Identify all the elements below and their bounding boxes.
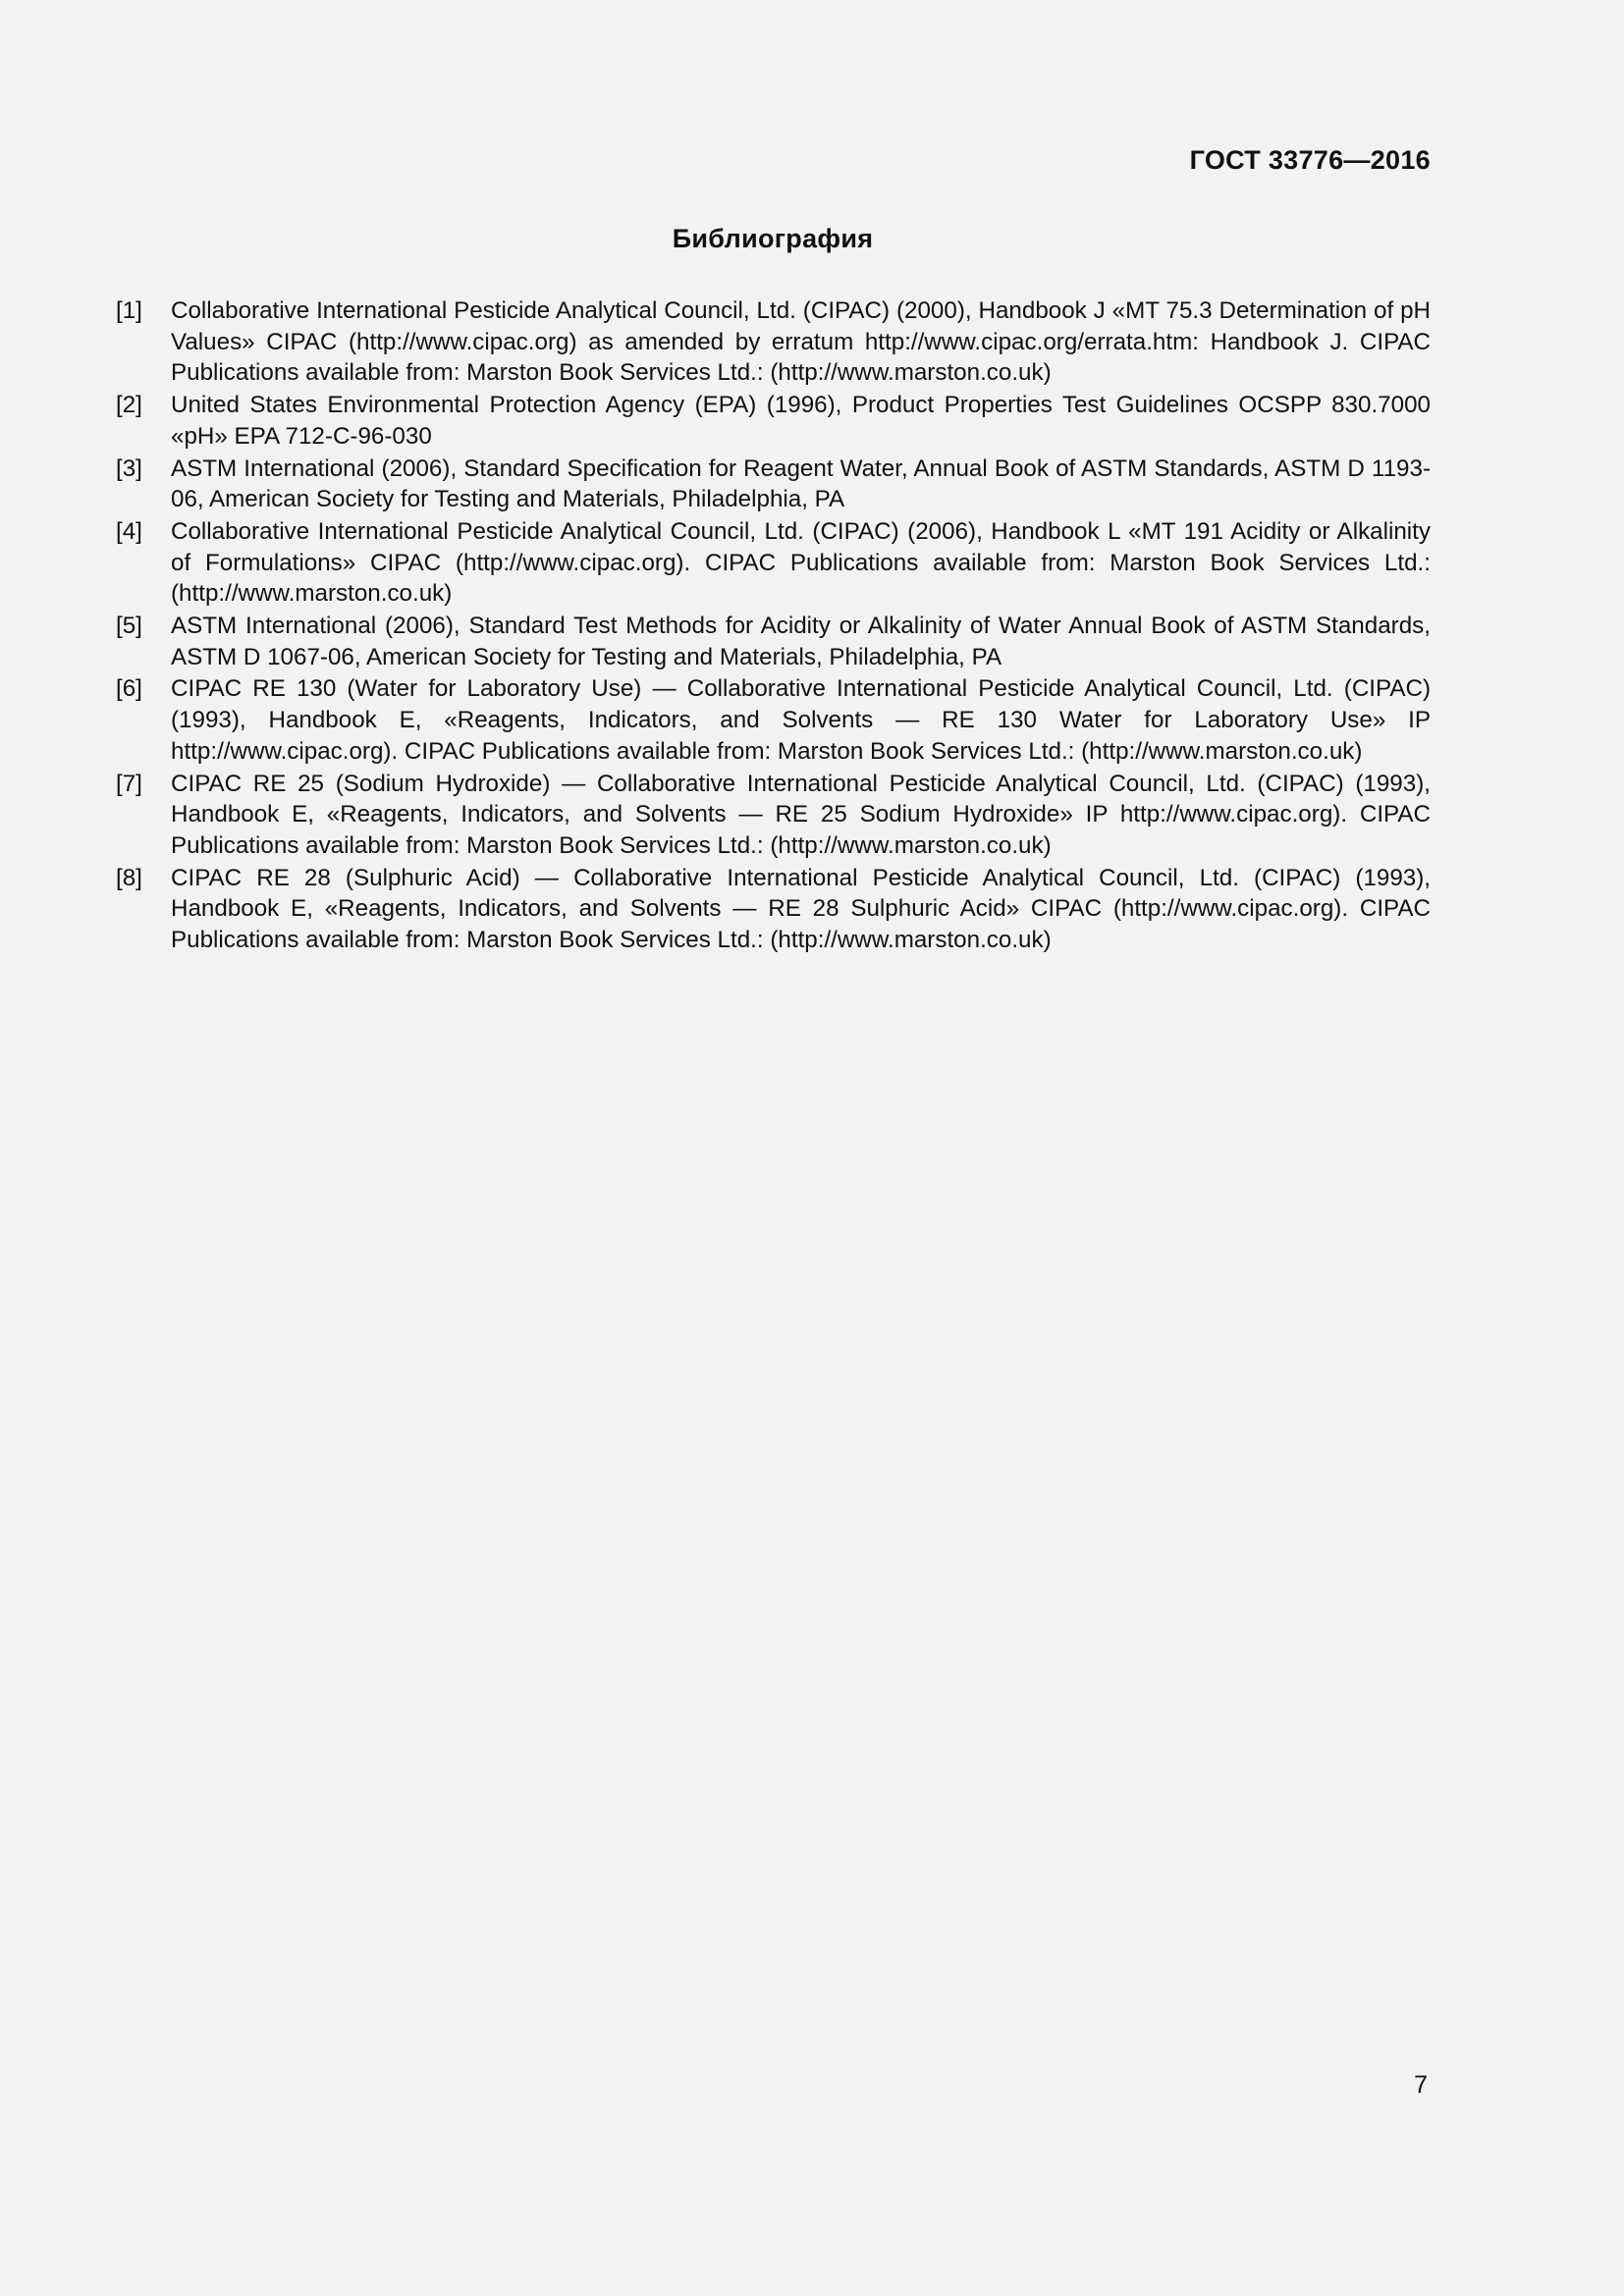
entry-number: [4] [116, 517, 142, 545]
entry-number: [7] [116, 770, 142, 797]
entry-number: [1] [116, 297, 142, 324]
bibliography-entry [116, 769, 1431, 862]
entry-number: [8] [116, 864, 142, 891]
entry-text: CIPAC RE 28 (Sulphuric Acid) — Collaborative International Pesticide Analytical Council, Ltd. (CIPAC) (1993), Handbook E, «Reagents, Indicators, and Solvents — RE 28 Sulphuric Acid» CIPAC (http://www.cipac.org). CIPAC Publications available from: Marston Book Services Ltd.: (http://www.marston.co.uk) [171, 864, 1431, 954]
entry-number: [2] [116, 392, 142, 419]
bibliography-entry [116, 454, 1431, 515]
bibliography-entry [116, 390, 1431, 452]
standard-designation: ГОСТ 33776—2016 [1189, 145, 1431, 175]
bibliography-entry [116, 863, 1431, 956]
page-number: 7 [1414, 2071, 1428, 2099]
bibliography-entry [116, 295, 1431, 389]
entry-text: ASTM International (2006), Standard Test Methods for Acidity or Alkalinity of Water Annual Book of ASTM Standards, ASTM D 1067-06, American Society for Testing and Materials, Philadelphia, PA [171, 613, 1431, 670]
entry-text: ASTM International (2006), Standard Specification for Reagent Water, Annual Book of ASTM Standards, ASTM D 1193-06, American Society for Testing and Materials, Philadelphia, PA [171, 454, 1431, 513]
bibliography-entry [116, 673, 1431, 767]
entry-number: [6] [116, 675, 142, 703]
bibliography-entry [116, 611, 1431, 672]
entry-text: United States Environmental Protection Agency (EPA) (1996), Product Properties Test Guidelines OCSPP 830.7000 «pH» EPA 712-C-96-030 [171, 392, 1431, 450]
entry-number: [5] [116, 613, 142, 640]
entry-text: CIPAC RE 25 (Sodium Hydroxide) — Collaborative International Pesticide Analytical Council, Ltd. (CIPAC) (1993), Handbook E, «Reagents, Indicators, and Solvents — RE 25 Sodium Hydroxide» IP http://www.cipac.org). CIPAC Publications available from: Marston Book Services Ltd.: (http://www.marston.co.uk) [171, 770, 1431, 859]
entry-text: Collaborative International Pesticide Analytical Council, Ltd. (CIPAC) (2006), Handbook L «MT 191 Acidity or Alkalinity of Formulations» CIPAC (http://www.cipac.org). CIPAC Publications available from: Marston Book Services Ltd.: (http://www.marston.co.uk) [171, 517, 1431, 608]
entry-text: CIPAC RE 130 (Water for Laboratory Use) — Collaborative International Pesticide Analytical Council, Ltd. (CIPAC) (1993), Handbook E, «Reagents, Indicators, and Solvents — RE 130 Water for Laboratory Use» IP http://www.cipac.org). CIPAC Publications available from: Marston Book Services Ltd.: (http://www.marston.co.uk) [171, 675, 1431, 765]
bibliography-title: Библиография [672, 224, 874, 253]
bibliography-entry [116, 516, 1431, 610]
bibliography-list [116, 295, 1431, 957]
entry-number: [3] [116, 454, 142, 482]
entry-text: Collaborative International Pesticide Analytical Council, Ltd. (CIPAC) (2000), Handbook J «MT 75.3 Determination of pH Values» CIPAC (http://www.cipac.org) as amended by erratum http://www.cipac.org/errata.htm: Handbook J. CIPAC Publications available from: Marston Book Services Ltd.: (http://www.marston.co.uk) [171, 297, 1431, 387]
